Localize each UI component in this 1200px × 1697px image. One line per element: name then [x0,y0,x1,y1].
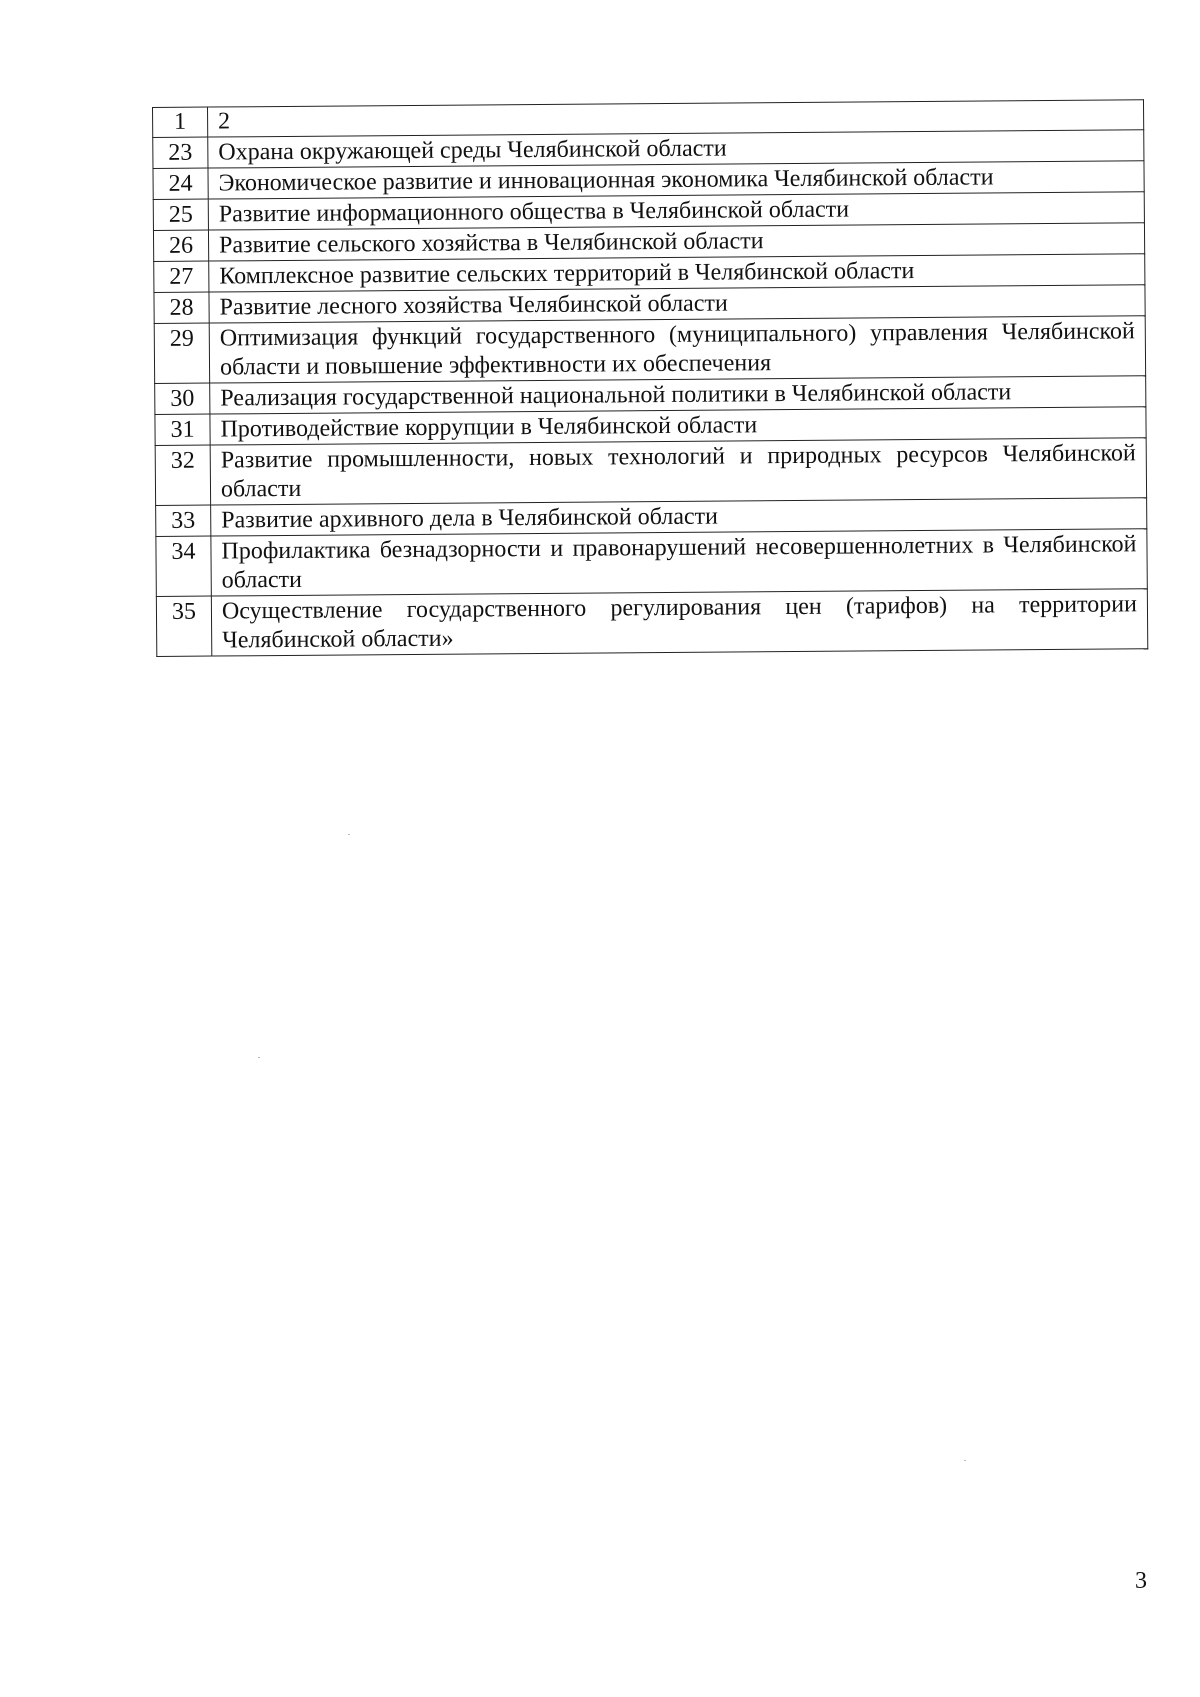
header-cell-number: 1 [153,107,208,137]
row-number: 35 [156,596,211,656]
row-number: 25 [153,199,208,230]
header-cell-name: 2 [208,100,1144,137]
row-number: 32 [155,445,210,505]
page-number: 3 [1135,1568,1147,1594]
table-row [155,438,1146,506]
scan-speck [964,1460,966,1461]
row-number: 28 [154,292,209,323]
row-text: Развитие промышленности, новых технологий и природных ресурсов Челябинской области [210,438,1146,505]
row-number: 34 [156,536,211,596]
table-row [154,316,1145,384]
row-number: 27 [154,261,209,292]
row-number: 26 [153,230,208,261]
row-text: Реализация государственной национальной политики в Челябинской области [210,376,1146,414]
row-text: Осуществление государственного регулирования цен (тарифов) на территории Челябинской области» [211,589,1147,656]
row-text: Развитие сельского хозяйства в Челябинской области [208,223,1144,261]
row-number: 23 [153,137,208,168]
row-text: Развитие информационного общества в Челябинской области [208,192,1144,230]
row-text: Оптимизация функций государственного (муниципального) управления Челябинской области и повышение эффективности их обеспечения [209,316,1145,383]
programs-table [152,99,1148,657]
row-text: Экономическое развитие и инновационная экономика Челябинской области [208,161,1144,199]
row-text: Развитие лесного хозяйства Челябинской области [209,285,1145,323]
row-text: Охрана окружающей среды Челябинской области [208,130,1144,168]
row-text: Противодействие коррупции в Челябинской области [210,407,1146,445]
row-text: Профилактика безнадзорности и правонарушений несовершеннолетних в Челябинской области [211,529,1147,596]
row-number: 29 [154,323,209,383]
row-number: 24 [153,168,208,199]
row-text: Комплексное развитие сельских территорий в Челябинской области [209,254,1145,292]
row-number: 31 [155,414,210,445]
scan-speck [348,834,350,835]
row-text: Развитие архивного дела в Челябинской области [211,498,1147,536]
table-row [156,589,1147,657]
row-number: 30 [155,383,210,414]
row-number: 33 [156,505,211,536]
table-row [156,529,1147,597]
scan-speck [258,1057,260,1058]
